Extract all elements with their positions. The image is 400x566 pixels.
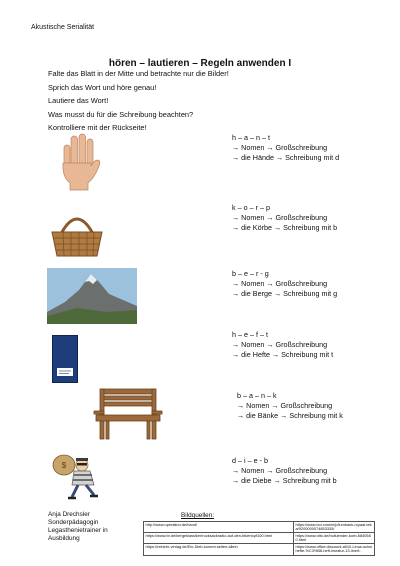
sources-table — [143, 521, 375, 556]
letters-mountain: b – e – r - g — [232, 269, 269, 278]
table-row — [144, 522, 375, 533]
instruction-2: Sprich das Wort und höre genau! — [48, 82, 157, 92]
plural-hand: → die Hände → Schreibung mit d — [232, 153, 340, 163]
table-row — [144, 544, 375, 555]
notebook-icon — [52, 335, 78, 383]
plural-thief: → die Diebe → Schreibung mit b — [232, 476, 337, 486]
thief-icon — [50, 453, 102, 501]
rule-basket: → Nomen → Großschreibung — [232, 213, 328, 223]
word-block-basket — [232, 203, 337, 234]
word-block-mountain — [232, 269, 337, 300]
word-block-bench — [237, 391, 343, 422]
sources-title: Bildquellen: — [181, 512, 215, 519]
source-link[interactable]: https://www.office-discount.at/10-Linus-schulhefte-%C3%B6-heft-lineatur-13-linert- — [294, 544, 375, 555]
source-link[interactable]: http://www.operation.de/hand/ — [144, 522, 294, 533]
plural-notebook: → die Hefte → Schreibung mit t — [232, 350, 334, 360]
rule-thief: → Nomen → Großschreibung — [232, 466, 328, 476]
author-role-3: Ausbildung — [48, 535, 80, 542]
mountain-icon — [47, 268, 137, 324]
word-block-notebook — [232, 330, 333, 361]
bench-icon — [92, 387, 164, 443]
author-block — [48, 511, 108, 543]
source-link[interactable]: https://reinehr-verlag.de/Ein-Dieb-kommt-selten-allein — [144, 544, 294, 555]
source-link[interactable]: https://www.otto.de/holluender-korb-6840580.html — [294, 533, 375, 544]
author-role-1: Sonderpädagogin — [48, 519, 99, 526]
rule-mountain: → Nomen → Großschreibung — [232, 279, 328, 289]
source-link[interactable]: https://www.bol.com/nl/p/lumbank-royaal-teka/9200000074853335/ — [294, 522, 375, 533]
instruction-1: Falte das Blatt in der Mitte und betrachte nur die Bilder! — [48, 69, 229, 78]
hand-icon — [58, 133, 102, 191]
letters-bench: b – a – n – k — [237, 391, 277, 400]
word-block-thief — [232, 456, 337, 487]
author-role-2: Legasthenietrainer in — [48, 527, 108, 534]
letters-basket: k – o – r – p — [232, 203, 270, 212]
plural-basket: → die Körbe → Schreibung mit b — [232, 223, 338, 233]
instruction-3: Lautiere das Wort! — [48, 96, 109, 105]
instruction-5: Kontrolliere mit der Rückseite! — [48, 123, 147, 132]
letters-thief: d – i – e - b — [232, 456, 268, 465]
plural-mountain: → die Berge → Schreibung mit g — [232, 289, 338, 299]
subject-header: Akustische Serialität — [31, 24, 95, 31]
instruction-4: Was musst du für die Schreibung beachten? — [48, 109, 194, 119]
table-row — [144, 533, 375, 544]
rule-hand: → Nomen → Großschreibung — [232, 143, 328, 153]
instructions — [48, 67, 229, 135]
source-link[interactable]: https://www.br.de/bergeklassiker/rucksackradio-auf-den-bikertopf100.html — [144, 533, 294, 544]
author-name: Anja Drechsler — [48, 511, 90, 518]
letters-notebook: h – e – f – t — [232, 330, 268, 339]
svg-text:$: $ — [61, 461, 67, 470]
rule-notebook: → Nomen → Großschreibung — [232, 340, 328, 350]
plural-bench: → die Bänke → Schreibung mit k — [237, 411, 343, 421]
page-title: hören – lautieren – Regeln anwenden I — [108, 58, 292, 69]
word-block-hand — [232, 133, 339, 164]
basket-icon — [48, 210, 106, 258]
rule-bench: → Nomen → Großschreibung — [237, 401, 333, 411]
letters-hand: h – a – n – t — [232, 133, 270, 142]
